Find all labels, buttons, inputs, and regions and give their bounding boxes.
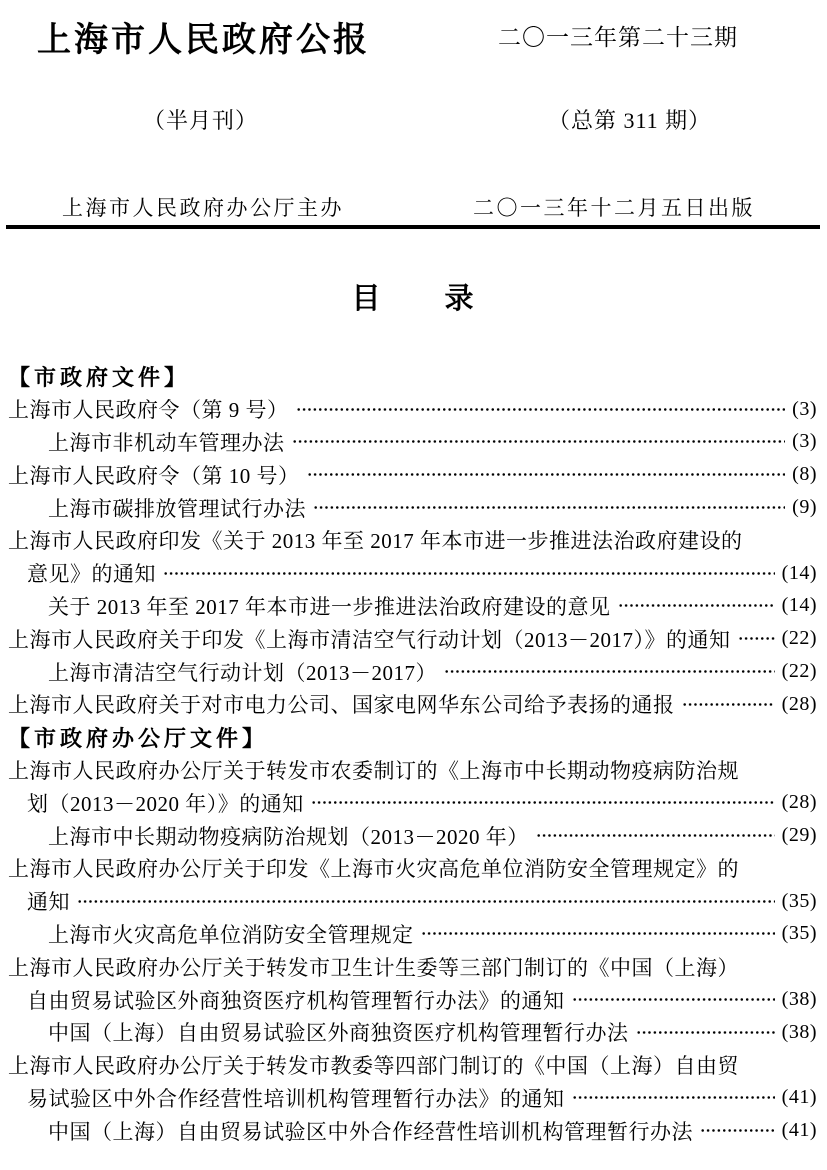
toc-entry-text: 易试验区中外合作经营性培训机构管理暂行办法》的通知 — [27, 1086, 565, 1111]
dot-leader — [296, 399, 786, 420]
toc-page-number: (22) — [781, 627, 817, 650]
toc-page-number: (9) — [792, 496, 817, 519]
dot-leader — [618, 595, 775, 616]
cumulative-issue-label: （总第 311 期） — [548, 108, 712, 133]
toc-entry-row — [8, 622, 817, 655]
toc-entry-row — [8, 426, 817, 459]
toc-title: 目 录 — [351, 283, 476, 315]
dot-leader — [572, 1087, 775, 1108]
toc-entry-text: 划（2013－2020 年）》的通知 — [27, 791, 304, 816]
toc-entry-row — [8, 524, 817, 557]
toc-entry-text: 上海市火灾高危单位消防安全管理规定 — [48, 922, 414, 947]
toc-page-number: (35) — [781, 889, 817, 912]
toc-entry-text: 通知 — [27, 890, 70, 915]
toc-entry-text: 上海市人民政府令（第 9 号） — [8, 398, 289, 423]
toc-entry-text: 意见》的通知 — [27, 562, 156, 587]
toc-page-number: (38) — [781, 988, 817, 1011]
toc-entry-row — [8, 1049, 817, 1082]
dot-leader — [738, 628, 775, 649]
toc-entry-row — [8, 491, 817, 524]
toc-entry-row — [8, 819, 817, 852]
toc-entry-text: 上海市中长期动物疫病防治规划（2013－2020 年） — [48, 824, 529, 849]
toc-entry-row — [8, 786, 817, 819]
toc-page-number: (22) — [781, 660, 817, 683]
dot-leader — [311, 792, 775, 813]
toc-entry-row — [8, 557, 817, 590]
dot-leader — [421, 923, 775, 944]
toc-entry-text: 上海市碳排放管理试行办法 — [48, 496, 306, 521]
dot-leader — [636, 1022, 775, 1043]
periodicity-label: （半月刊） — [143, 108, 259, 133]
dot-leader — [313, 497, 785, 518]
dot-leader — [572, 989, 775, 1010]
toc-entry-text: 上海市人民政府印发《关于 2013 年至 2017 年本市进一步推进法治政府建设的 — [8, 529, 743, 554]
toc-entry-text: 自由贸易试验区外商独资医疗机构管理暂行办法》的通知 — [27, 988, 565, 1013]
toc-entry-row — [8, 1016, 817, 1049]
toc-page-number: (41) — [781, 1086, 817, 1109]
toc-entry-row — [8, 885, 817, 918]
toc-entry-row — [8, 852, 817, 885]
toc-page-number: (14) — [781, 561, 817, 584]
toc-page-number: (28) — [781, 791, 817, 814]
toc-entry-text: 上海市人民政府办公厅关于转发市卫生计生委等三部门制订的《中国（上海） — [8, 955, 739, 980]
toc-entry-row — [8, 688, 817, 721]
toc-page-number: (8) — [792, 463, 817, 486]
toc-page-number: (28) — [781, 692, 817, 715]
toc-page-number: (35) — [781, 922, 817, 945]
toc-entry-text: 上海市人民政府办公厅关于转发市教委等四部门制订的《中国（上海）自由贸 — [8, 1054, 739, 1079]
toc-entry-row — [8, 754, 817, 787]
toc-entry-text: 上海市人民政府关于印发《上海市清洁空气行动计划（2013－2017）》的通知 — [8, 627, 731, 652]
toc-page-number: (14) — [781, 594, 817, 617]
toc-entry-row — [8, 590, 817, 623]
issue-number: 二〇一三年第二十三期 — [498, 25, 738, 50]
toc-section-heading: 【市政府文件】 — [8, 364, 191, 390]
toc-entry-row — [8, 1114, 817, 1147]
toc-entry-row — [8, 983, 817, 1016]
toc-entry-text: 上海市人民政府办公厅关于转发市农委制订的《上海市中长期动物疫病防治规 — [8, 758, 739, 783]
dot-leader — [444, 661, 775, 682]
gazette-title: 上海市人民政府公报 — [37, 22, 370, 59]
publish-date-label: 二〇一三年十二月五日出版 — [473, 196, 755, 220]
toc-entry-text: 上海市清洁空气行动计划（2013－2017） — [48, 660, 437, 685]
toc-entry-row — [8, 1082, 817, 1115]
toc-entry-row — [8, 950, 817, 983]
toc-entry-row — [8, 918, 817, 951]
toc-page-number: (3) — [792, 397, 817, 420]
dot-leader — [700, 1120, 775, 1141]
toc-page-number: (38) — [781, 1020, 817, 1043]
publisher-label: 上海市人民政府办公厅主办 — [62, 196, 344, 220]
toc-page-number: (41) — [781, 1119, 817, 1142]
dot-leader — [77, 891, 775, 912]
toc-entry-text: 上海市人民政府办公厅关于印发《上海市火灾高危单位消防安全管理规定》的 — [8, 857, 739, 882]
dot-leader — [307, 464, 786, 485]
toc-entry-text: 上海市非机动车管理办法 — [48, 430, 285, 455]
toc-entry-text: 中国（上海）自由贸易试验区外商独资医疗机构管理暂行办法 — [48, 1021, 629, 1046]
toc-entry-text: 关于 2013 年至 2017 年本市进一步推进法治政府建设的意见 — [48, 594, 611, 619]
toc-entry-text: 中国（上海）自由贸易试验区中外合作经营性培训机构管理暂行办法 — [48, 1119, 693, 1144]
toc-page-number: (29) — [781, 824, 817, 847]
dot-leader — [163, 563, 775, 584]
toc-page-number: (3) — [792, 430, 817, 453]
toc-entry-text: 上海市人民政府令（第 10 号） — [8, 463, 300, 488]
header-divider-rule — [6, 225, 820, 229]
toc-section-heading: 【市政府办公厅文件】 — [8, 725, 269, 751]
dot-leader — [292, 431, 786, 452]
toc-list — [8, 360, 817, 1147]
toc-entry-row — [8, 655, 817, 688]
toc-entry-text: 上海市人民政府关于对市电力公司、国家电网华东公司给予表扬的通报 — [8, 693, 675, 718]
dot-leader — [536, 825, 775, 846]
dot-leader — [682, 694, 775, 715]
toc-entry-row — [8, 458, 817, 491]
toc-entry-row — [8, 393, 817, 426]
